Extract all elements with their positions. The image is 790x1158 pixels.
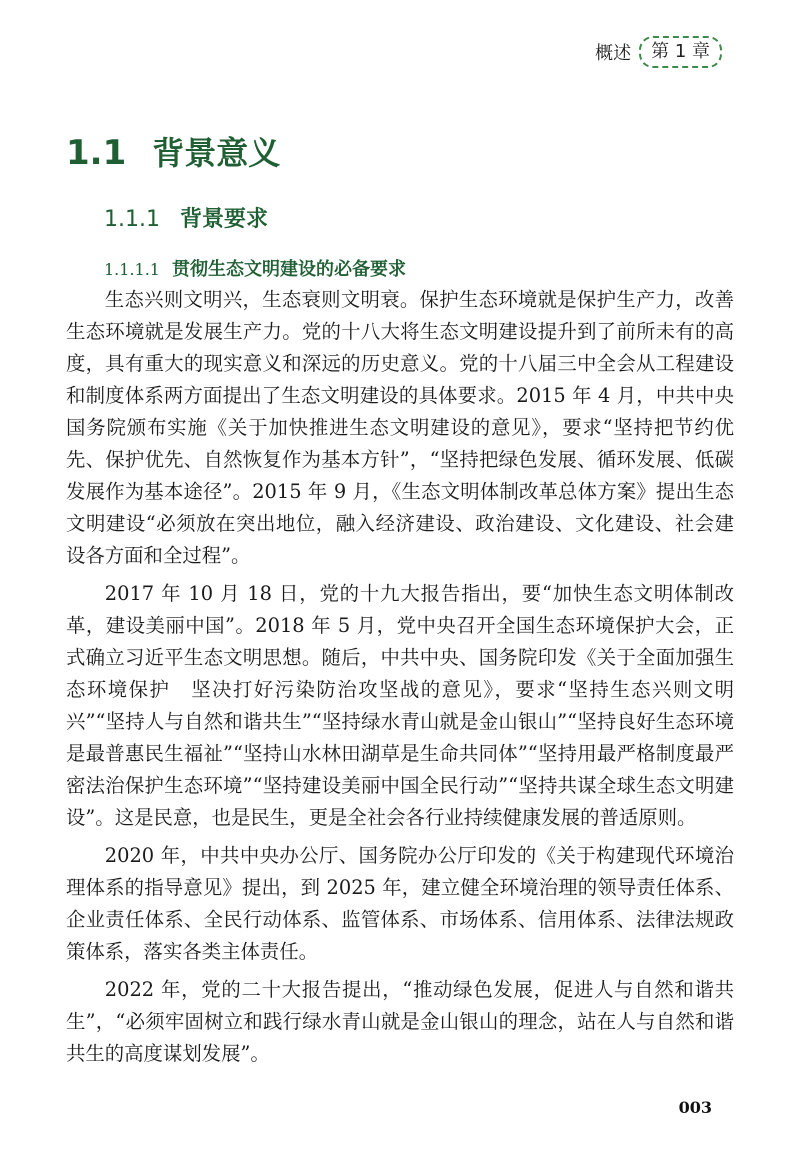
section-heading-title: 背景意义 [152,134,281,172]
section-label: 概述 [595,43,632,64]
chapter-badge: 第 1 章 [639,36,722,68]
paragraph: 2020 年，中共中央办公厅、国务院办公厅印发的《关于构建现代环境治理体系的指导意见》提出，到 2025 年，建立健全环境治理的领导责任体系、企业责任体系、全民行动体系、监管体系、市场体系、信用体系、法律法规政策体系，落实各类主体责任。 [66,844,734,963]
running-header [595,36,722,68]
body-text [66,284,734,1076]
subsubsection-heading-title: 贯彻生态文明建设的必备要求 [171,259,406,280]
paragraph: 2022 年，党的二十大报告提出，“推动绿色发展，促进人与自然和谐共生”，“必须牢固树立和践行绿水青山就是金山银山的理念，站在人与自然和谐共生的高度谋划发展”。 [66,978,734,1065]
paragraph: 生态兴则文明兴，生态衰则文明衰。保护生态环境就是保护生产力，改善生态环境就是发展生产力。党的十八大将生态文明建设提升到了前所未有的高度，具有重大的现实意义和深远的历史意义。党的十八届三中全会从工程建设和制度体系两方面提出了生态文明建设的具体要求。2015 年 4 月，中共中央国务院颁布实施《关于加快推进生态文明建设的意见》，要求“坚持把节约优先、保护优先、自然恢复作为基本方针”，“坚持把绿色发展、循环发展、低碳发展作为基本途径”。2015 年 9 月，《生态文明体制改革总体方案》提出生态文明建设“必须放在突出地位，融入经济建设、政治建设、文化建设、社会建设各方面和全过程”。 [66,288,734,567]
subsection-heading-number: 1.1.1 [104,207,160,232]
subsubsection-heading [104,255,406,281]
section-heading [66,128,280,174]
subsection-heading-title: 背景要求 [179,207,268,232]
page-number: 003 [678,1098,712,1117]
paragraph: 2017 年 10 月 18 日，党的十九大报告指出，要“加快生态文明体制改革，建设美丽中国”。2018 年 5 月，党中央召开全国生态环境保护大会，正式确立习近平生态文明思想。随后，中共中央、国务院印发《关于全面加强生态环境保护 坚决打好污染防治攻坚战的意见》，要求“坚持生态兴则文明兴”“坚持人与自然和谐共生”“坚持绿水青山就是金山银山”“坚持良好生态环境是最普惠民生福祉”“坚持山水林田湖草是生命共同体”“坚持用最严格制度最严密法治保护生态环境”“坚持建设美丽中国全民行动”“坚持共谋全球生态文明建设”。这是民意，也是民生，更是全社会各行业持续健康发展的普适原则。 [66,582,734,829]
subsection-heading [104,202,268,233]
section-heading-number: 1.1 [66,133,127,173]
subsubsection-heading-number: 1.1.1.1 [104,260,160,279]
